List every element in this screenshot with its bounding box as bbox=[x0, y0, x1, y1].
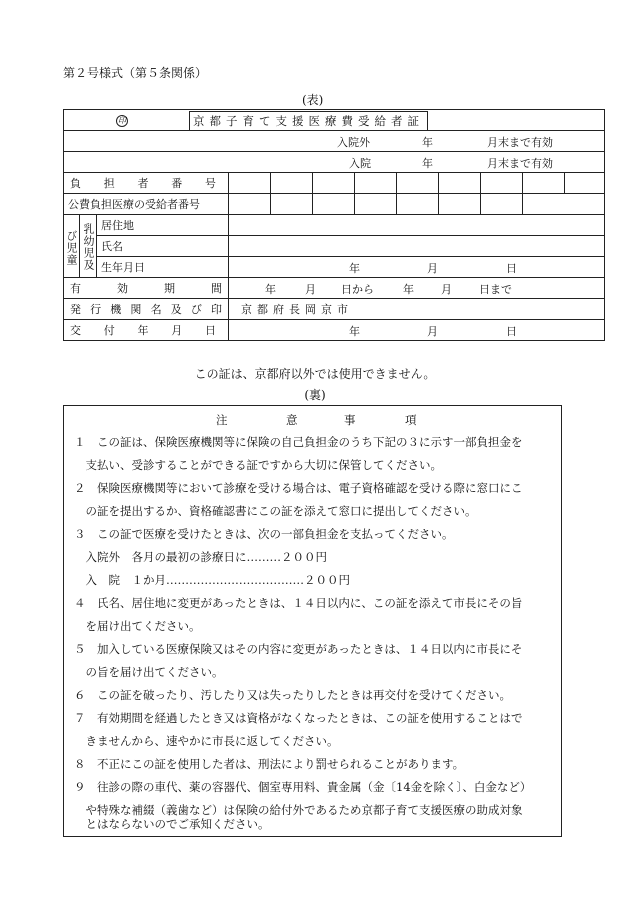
front-caption: この証は、京都府以外では使用できません。 bbox=[194, 367, 436, 381]
note-line: ６ この証を破ったり、汚したり又は失ったりしたときは再交付を受けてください。 bbox=[74, 688, 511, 702]
digit-box bbox=[271, 173, 313, 194]
inpatient-row bbox=[64, 152, 605, 173]
inpatient-label: 入院 bbox=[349, 157, 371, 170]
burden-label-char: 番 bbox=[171, 177, 183, 190]
address-row bbox=[64, 215, 605, 236]
digit-box bbox=[397, 173, 439, 194]
note-line: ７ 有効期間を経過したとき又は資格がなくなったときは、この証を使用することはで bbox=[74, 711, 523, 725]
issuer-label-char: 印 bbox=[210, 303, 222, 316]
digit-box bbox=[523, 194, 605, 215]
issue-date-row bbox=[64, 320, 605, 341]
birth-month: 月 bbox=[427, 262, 438, 275]
note-line: ９ 往診の際の車代、薬の容器代、個室専用料、貴金属（金〔14金を除く〕、白金など） bbox=[74, 780, 532, 794]
burden-label-char: 者 bbox=[137, 177, 149, 190]
note-line: を届け出てください。 bbox=[74, 619, 201, 633]
issuer-label-char: 名 bbox=[150, 303, 162, 316]
validity-from-day: 日から bbox=[341, 283, 374, 296]
address-value bbox=[229, 215, 605, 236]
burden-label-char: 負 bbox=[70, 177, 81, 190]
public-number-row bbox=[64, 194, 605, 215]
validity-from-month: 月 bbox=[305, 283, 316, 296]
validity-row bbox=[64, 278, 605, 299]
inpatient-year: 年 bbox=[422, 157, 433, 170]
digit-box bbox=[313, 173, 355, 194]
burden-label-char: 担 bbox=[103, 177, 115, 190]
issue-date-label-char: 年 bbox=[137, 324, 149, 337]
notes-box: 注 意 事 項 １ この証は、保険医療機関等に保険の自己負担金のうち下記の３に示す一部負担金を 支払い、受診することができる証ですから大切に保管してください。 ２ 保険医療機関等において診療を受ける場合は、電子資格確認を受ける際に窓口にこ の証を提出するか、資格確認書にこの証を添えて窓口に提出してください。 ３ この証で医療を受けたときは、次の一部負担金を支払ってください。 入院外 各月の最初の診療日に………２００円 入 院 １か月………………………………２００円 ４ 氏名、居住地に変更があったときは、１４日以内に、この証を添えて市長にその旨 を届け出てください。 ５ 加入している医療保険又はその内容に変更があったときは、１４日以内に市長にそ の旨を届け出てください。 ６ この証を破ったり、汚したり又は失ったりしたときは再交付を受けてください。 ７ 有効期間を経過したとき又は資格がなくなったときは、この証を使用することはで きませんから、速やかに市長に返してください。 ８ 不正にこの証を使用した者は、刑法により罰せられることがあります。 ９ 往診の際の車代、薬の容器代、個室専用料、貴金属（金〔14金を除く〕、白金など） や特殊な補綴（義歯など）は保険の給付外であるため京都子育て支援医療の助成対象 とはならないのでご承知ください。 bbox=[63, 405, 562, 837]
validity-label-char: 期 bbox=[164, 282, 175, 295]
name-label: 氏名 bbox=[97, 236, 229, 257]
issue-day: 日 bbox=[506, 325, 517, 338]
inpatient-tail: 月末まで有効 bbox=[487, 157, 553, 170]
digit-box bbox=[355, 194, 397, 215]
outpatient-row bbox=[64, 131, 605, 152]
issue-date-label-char: 月 bbox=[171, 324, 183, 337]
note-line: 支払い、受診することができる証ですから大切に保管してください。 bbox=[74, 458, 442, 472]
birth-year: 年 bbox=[349, 262, 360, 275]
note-line: １ この証は、保険医療機関等に保険の自己負担金のうち下記の３に示す一部負担金を bbox=[74, 435, 523, 449]
validity-to-day: 日まで bbox=[479, 283, 512, 296]
digit-box bbox=[313, 194, 355, 215]
issuer-value: 京都府長岡京市 bbox=[229, 299, 605, 320]
burden-label-char: 号 bbox=[205, 177, 216, 190]
note-line: ２ 保険医療機関等において診療を受ける場合は、電子資格確認を受ける際に窓口にこ bbox=[74, 481, 523, 495]
name-value bbox=[229, 236, 605, 257]
outpatient-year: 年 bbox=[422, 136, 433, 149]
issuer-label-char: 行 bbox=[90, 303, 102, 316]
note-line: 入院外 各月の最初の診療日に………２００円 bbox=[74, 550, 327, 564]
issuer-label-char: び bbox=[190, 303, 202, 316]
issuer-row bbox=[64, 299, 605, 320]
issue-date-label-char: 日 bbox=[205, 324, 216, 337]
issuer-label-char: 関 bbox=[130, 303, 142, 316]
issuer-label-char: 機 bbox=[110, 303, 122, 316]
digit-box bbox=[565, 173, 605, 194]
validity-label-char: 効 bbox=[117, 282, 128, 295]
validity-label-char: 有 bbox=[70, 282, 81, 295]
note-line: ５ 加入している医療保険又はその内容に変更があったときは、１４日以内に市長にそ bbox=[74, 642, 523, 656]
validity-label-char: 間 bbox=[211, 282, 222, 295]
form-number: 第２号様式（第５条関係） bbox=[63, 66, 208, 80]
note-line: の証を提出するか、資格確認書にこの証を添えて窓口に提出してください。 bbox=[74, 504, 477, 518]
note-line: 入 院 １か月………………………………２００円 bbox=[74, 573, 350, 587]
digit-box bbox=[397, 194, 439, 215]
issue-month: 月 bbox=[427, 325, 438, 338]
validity-to-year: 年 bbox=[403, 283, 414, 296]
burden-number-row bbox=[64, 173, 605, 194]
note-line: ３ この証で医療を受けたときは、次の一部負担金を支払ってください。 bbox=[74, 527, 454, 541]
issue-date-label-char: 交 bbox=[70, 324, 81, 337]
public-number-label: 公費負担医療の受給者番号 bbox=[64, 194, 229, 215]
birth-day: 日 bbox=[506, 262, 517, 275]
digit-box bbox=[229, 173, 271, 194]
digit-box bbox=[481, 173, 523, 194]
digit-box bbox=[229, 194, 271, 215]
digit-box bbox=[439, 194, 481, 215]
digit-box bbox=[481, 194, 523, 215]
certificate-title: 京都子育て支援医療費受給者証 bbox=[189, 111, 428, 131]
outpatient-tail: 月末まで有効 bbox=[487, 136, 553, 149]
digit-box bbox=[523, 173, 565, 194]
note-line: ８ 不正にこの証を使用した者は、刑法により罰せられることがあります。 bbox=[74, 757, 465, 771]
issuer-label-char: 発 bbox=[70, 303, 81, 316]
address-label: 居住地 bbox=[97, 215, 229, 236]
child-group-label: 乳幼児及 bbox=[82, 223, 95, 271]
title-row bbox=[64, 110, 605, 131]
note-line: の旨を届け出てください。 bbox=[74, 665, 224, 679]
note-line: とはならないのでご承知ください。 bbox=[74, 817, 270, 831]
issue-year: 年 bbox=[349, 325, 360, 338]
note-line: ４ 氏名、居住地に変更があったときは、１４日以内に、この証を添えて市長にその旨 bbox=[74, 596, 523, 610]
digit-box bbox=[355, 173, 397, 194]
validity-to-month: 月 bbox=[441, 283, 452, 296]
issue-date-label-char: 付 bbox=[103, 324, 115, 337]
validity-from-year: 年 bbox=[265, 283, 276, 296]
seal-mark: 印 bbox=[118, 116, 126, 125]
digit-box bbox=[439, 173, 481, 194]
front-side-label: (表) bbox=[302, 93, 324, 107]
issuer-label-char: 及 bbox=[170, 303, 182, 316]
note-line: きませんから、速やかに市長に返してください。 bbox=[74, 734, 339, 748]
birth-row bbox=[64, 257, 605, 278]
back-side-label: (裏) bbox=[304, 388, 326, 402]
digit-box bbox=[271, 194, 313, 215]
note-line: や特殊な補綴（義歯など）は保険の給付外であるため京都子育て支援医療の助成対象 bbox=[74, 803, 523, 817]
outpatient-label: 入院外 bbox=[337, 136, 370, 149]
child-group-label: び児童 bbox=[65, 230, 78, 266]
name-row bbox=[64, 236, 605, 257]
birth-label: 生年月日 bbox=[97, 257, 229, 278]
certificate-card bbox=[63, 109, 605, 341]
